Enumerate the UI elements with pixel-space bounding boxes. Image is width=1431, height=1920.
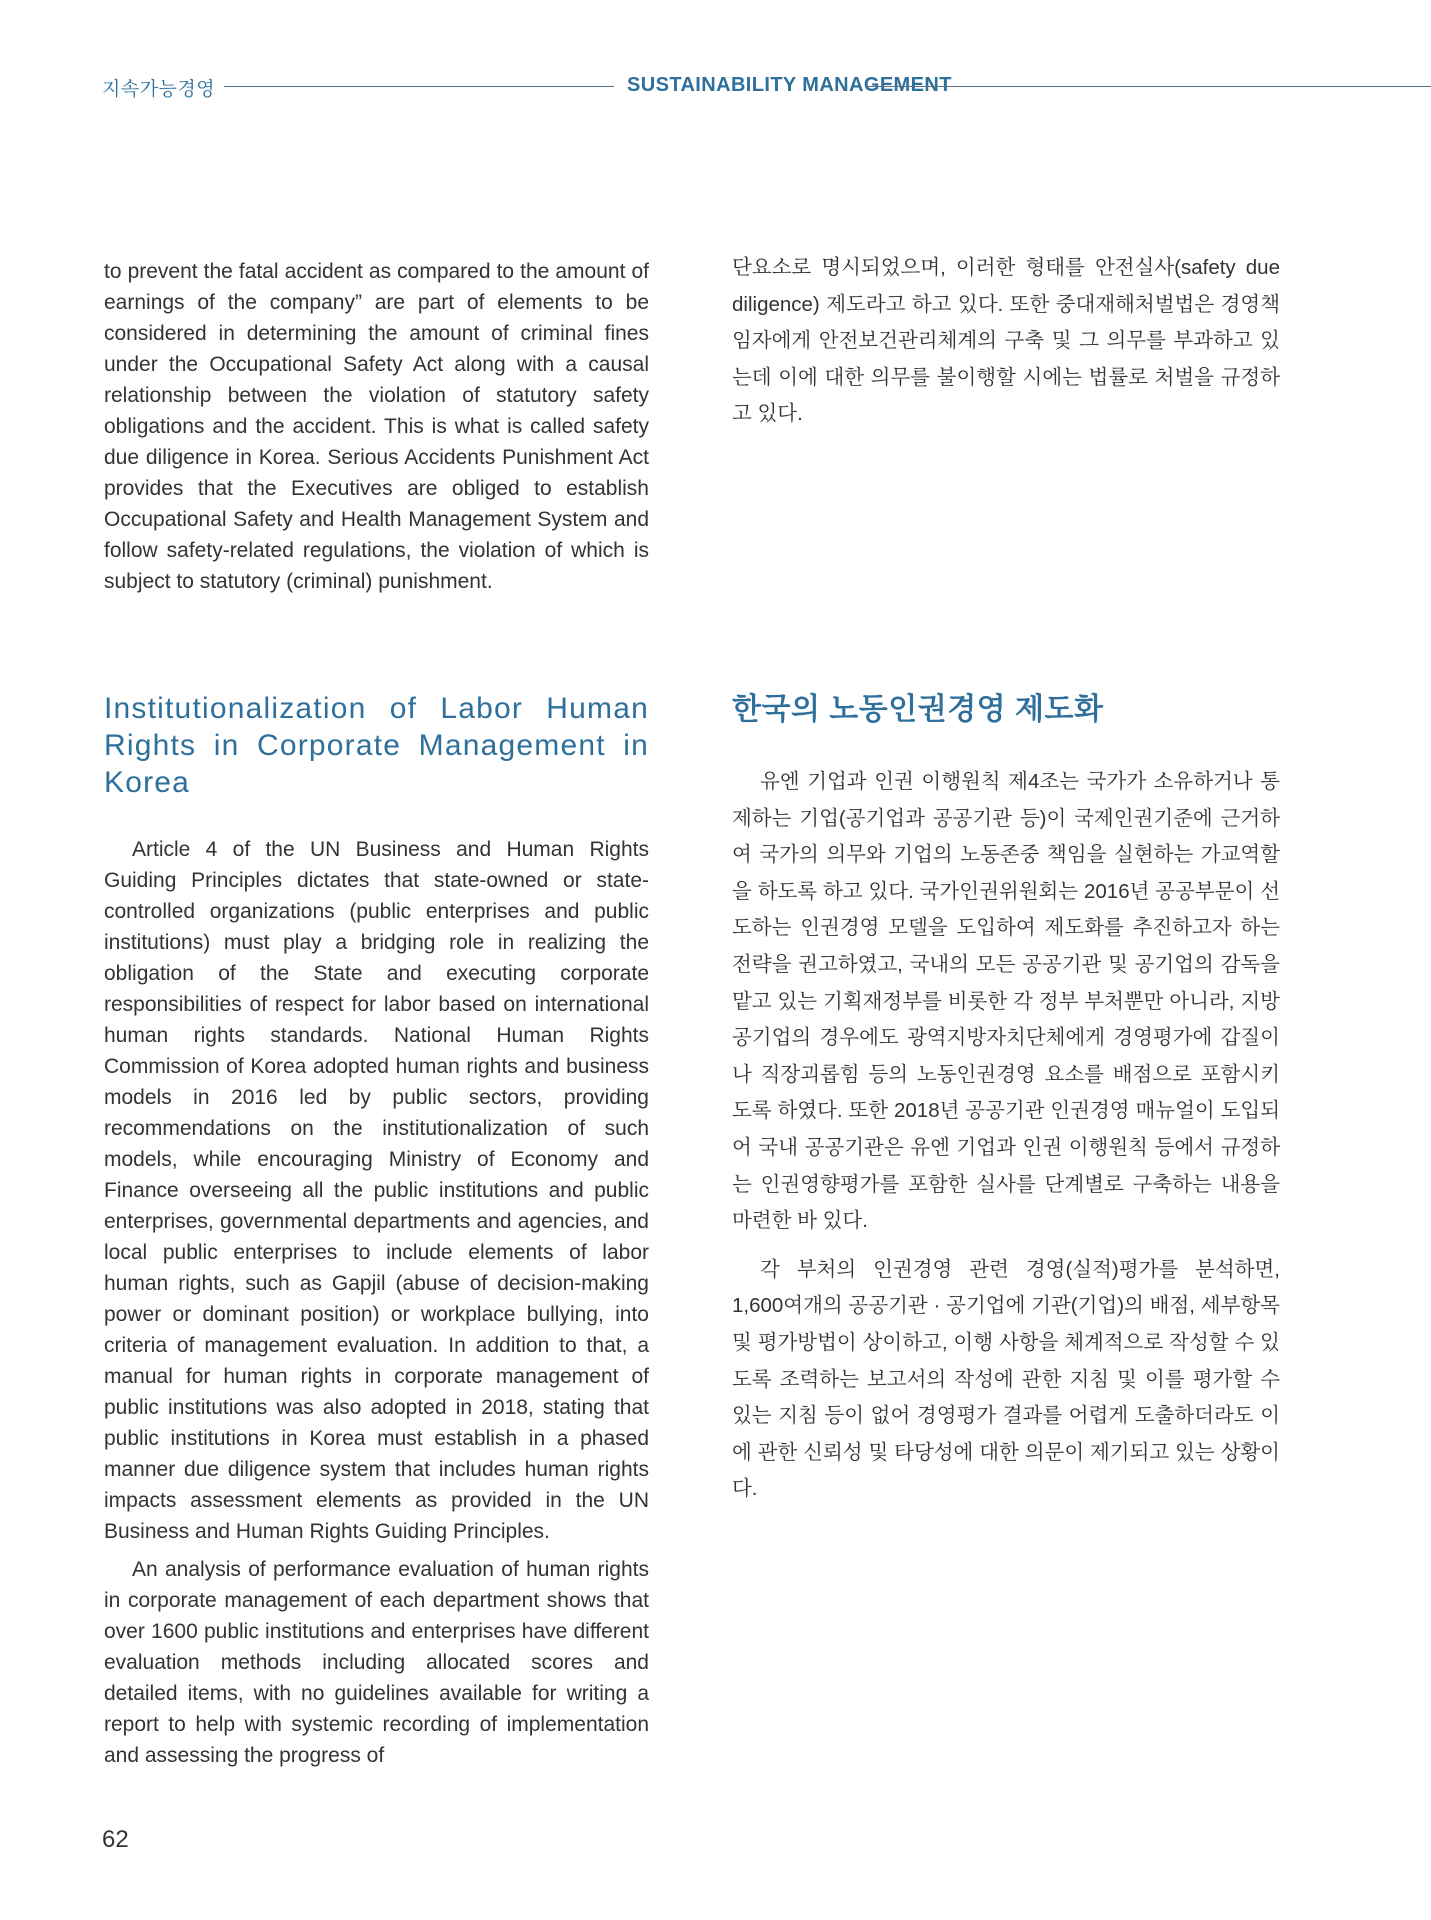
header-rule-left (224, 86, 614, 87)
page-number: 62 (102, 1826, 129, 1853)
continued-paragraph-en: to prevent the fatal accident as compared to the amount of earnings of the company” are part of elements to be considered in determining the amount of criminal fines under the Occupational Safety Act along with a causal relationship between the violation of statutory safety obligations and the accident. This is what is called safety due diligence in Korea. Serious Accidents Punishment Act provides that the Executives are obliged to establish Occupational Safety and Health Management System and follow safety-related regulations, the violation of which is subject to statutory (criminal) punishment. (104, 260, 649, 593)
section-paragraph-kr-2: 각 부처의 인권경영 관련 경영(실적)평가를 분석하면, 1,600여개의 공공기관 · 공기업에 기관(기업)의 배점, 세부항목 및 평가방법이 상이하고, 이행 사항을 체계적으로 작성할 수 있도록 조력하는 보고서의 작성에 관한 지침 및 이를 평가할 수 있는 지침 등이 없어 경영평가 결과를 어렵게 도출하더라도 이에 관한 신뢰성 및 타당성에 대한 의문이 제기되고 있는 상황이다. (732, 1257, 1280, 1501)
section-paragraph-en-2: An analysis of performance evaluation of human rights in corporate management of each department shows that over 1600 public institutions and enterprises have different evaluation methods including allocated scores and detailed items, with no guidelines available for writing a report to help with systemic recording of implementation and assessing the progress of (104, 1558, 649, 1767)
top-column-kr (732, 250, 1280, 433)
running-header (102, 70, 1431, 106)
section-title-en: Institutionalization of Labor Human Rights in Corporate Management in Korea (104, 692, 649, 799)
header-section-kr: 지속가능경영 (102, 79, 216, 100)
header-rule-right (866, 86, 1431, 87)
section-paragraph-kr-1: 유엔 기업과 인권 이행원칙 제4조는 국가가 소유하거나 통제하는 기업(공기업과 공공기관 등)이 국제인권기준에 근거하여 국가의 의무와 기업의 노동존중 책임을 실현하는 가교역할을 하도록 하고 있다. 국가인권위원회는 2016년 공공부문이 선도하는 인권경영 모델을 도입하여 제도화를 추진하고자 하는 전략을 권고하였고, 국내의 모든 공공기관 및 공기업의 감독을 맡고 있는 기획재정부를 비롯한 각 정부 부처뿐만 아니라, 지방공기업의 경우에도 광역지방자치단체에게 경영평가에 갑질이나 직장괴롭힘 등의 노동인권경영 요소를 배점으로 포함시키도록 하였다. 또한 2018년 공공기관 인권경영 매뉴얼이 도입되어 국내 공공기관은 유엔 기업과 인권 이행원칙 등에서 규정하는 인권영향평가를 포함한 실사를 단계별로 구축하는 내용을 마련한 바 있다. (732, 770, 1280, 1233)
section-paragraph-en-1: Article 4 of the UN Business and Human Rights Guiding Principles dictates that state-owned or state-controlled organizations (public enterprises and public institutions) must play a bridging role in realizing the obligation of the State and executing corporate responsibilities of respect for labor based on international human rights standards. National Human Rights Commission of Korea adopted human rights and business models in 2016 led by public sectors, providing recommendations on the institutionalization of such models, while encouraging Ministry of Economy and Finance overseeing all the public institutions and public enterprises, governmental departments and agencies, and local public enterprises to include elements of labor human rights, such as Gapjil (abuse of decision-making power or dominant position) or workplace bullying, into criteria of management evaluation. In addition to that, a manual for human rights in corporate management of public institutions was also adopted in 2018, stating that public institutions in Korea must establish in a phased manner due diligence system that includes human rights impacts assessment elements as provided in the UN Business and Human Rights Guiding Principles. (104, 838, 649, 1543)
continued-paragraph-kr: 단요소로 명시되었으며, 이러한 형태를 안전실사(safety due diligence) 제도라고 하고 있다. 또한 중대재해처벌법은 경영책임자에게 안전보건관리체계의 구축 및 그 의무를 부과하고 있는데 이에 대한 의무를 불이행할 시에는 법률로 처벌을 규정하고 있다. (732, 256, 1280, 426)
section-title-kr: 한국의 노동인권경영 제도화 (732, 693, 1104, 726)
header-section-en: SUSTAINABILITY MANAGEMENT (627, 74, 952, 96)
top-column-en (104, 256, 649, 597)
section-column-en (104, 690, 649, 1771)
section-column-kr (732, 690, 1280, 1508)
